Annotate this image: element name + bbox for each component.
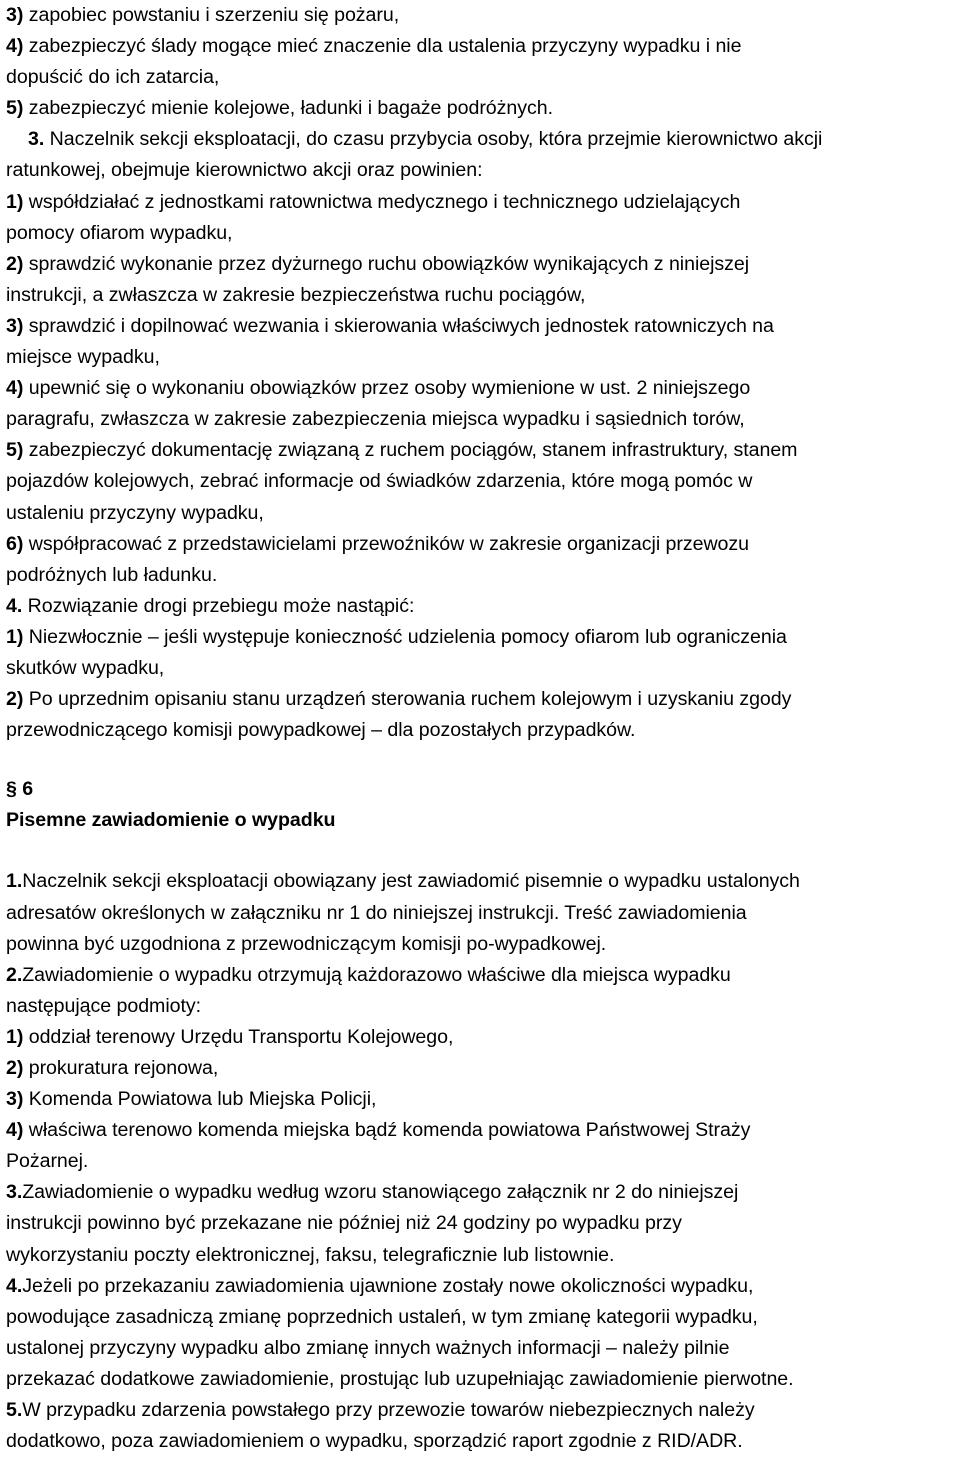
text-line [6,31,960,62]
line-text: adresatów określonych w załączniku nr 1 do niniejszej instrukcji. Treść zawiadomienia [6,901,747,924]
line-text: przekazać dodatkowe zawiadomienie, prostując lub uzupełniając zawiadomienie pierwotne. [6,1367,794,1390]
item-number: 4) [6,1119,24,1142]
text-line [6,1115,960,1146]
item-number: 4) [6,35,24,58]
text-line [6,62,960,93]
line-text: współdziałać z jednostkami ratownictwa medycznego i technicznego udzielających [23,190,741,213]
line-text: oddział terenowy Urzędu Transportu Kolejowego, [23,1025,454,1048]
item-number: 3. [6,1181,23,1204]
text-line [6,155,960,186]
text-line [6,960,960,991]
text-line [6,498,960,529]
text-line [6,280,960,311]
text-line [6,929,960,960]
text-line [6,866,960,897]
item-number: 3) [6,1088,24,1111]
line-text: ustalonej przyczyny wypadku albo zmianę innych ważnych informacji – należy pilnie [6,1336,730,1359]
item-number: 4. [6,1274,23,1297]
text-line [6,466,960,497]
line-text: instrukcji powinno być przekazane nie później niż 24 godziny po wypadku przy [6,1212,682,1235]
item-number: 2. [6,963,23,986]
line-text: paragrafu, zwłaszcza w zakresie zabezpieczenia miejsca wypadku i sąsiednich torów, [6,408,745,431]
top-paragraphs [6,0,960,746]
line-text: pojazdów kolejowych, zebrać informacje od świadków zdarzenia, które mogą pomóc w [6,470,753,493]
line-text: prokuratura rejonowa, [23,1057,219,1079]
text-line [6,560,960,591]
line-text: dodatkowo, poza zawiadomieniem o wypadku, sporządzić raport zgodnie z RID/ADR. [6,1430,743,1453]
section-heading: Pisemne zawiadomienie o wypadku [6,809,336,832]
text-line [6,187,960,218]
text-line [6,1426,960,1457]
line-text: zabezpieczyć mienie kolejowe, ładunki i bagaże podróżnych. [23,97,553,120]
section-number: § 6 [6,778,34,801]
text-line [6,249,960,280]
line-text: Niezwłocznie – jeśli występuje konieczność udzielenia pomocy ofiarom lub ograniczenia [23,625,787,648]
text-line [6,1395,960,1426]
item-number: 5) [6,439,24,462]
item-number: 5) [6,97,24,120]
line-text: następujące podmioty: [6,994,202,1017]
line-text: Komenda Powiatowa lub Miejska Policji, [23,1088,377,1111]
line-text: Pożarnej. [6,1150,89,1173]
text-line [6,1302,960,1333]
line-text: Naczelnik sekcji eksploatacji, do czasu przybycia osoby, która przejmie kierownictwo akcji [44,128,823,151]
text-line [6,684,960,715]
line-text: zapobiec powstaniu i szerzeniu się pożaru, [23,4,400,26]
item-number: 4) [6,377,24,400]
item-number: 2) [6,688,24,711]
text-line [6,653,960,684]
text-line [6,1208,960,1239]
text-line [6,529,960,560]
text-line [6,1146,960,1177]
item-number: 3. [28,128,45,151]
text-line [6,218,960,249]
line-text: Jeżeli po przekazaniu zawiadomienia ujawnione zostały nowe okoliczności wypadku, [22,1274,754,1297]
line-text: zabezpieczyć ślady mogące mieć znaczenie dla ustalenia przyczyny wypadku i nie [23,35,742,58]
item-number: 1) [6,190,24,213]
text-line [6,93,960,124]
line-text: ustaleniu przyczyny wypadku, [6,501,264,524]
text-line [6,1240,960,1271]
item-number: 3) [6,4,24,26]
item-number: 1) [6,625,24,648]
text-line [6,715,960,746]
text-line [6,1177,960,1208]
text-line [6,1022,960,1053]
text-line [6,1364,960,1395]
line-text: przewodniczącego komisji powypadkowej – dla pozostałych przypadków. [6,719,636,742]
text-line [6,1271,960,1302]
text-line [6,991,960,1022]
line-text: ratunkowej, obejmuje kierownictwo akcji oraz powinien: [6,159,483,182]
line-text: upewnić się o wykonaniu obowiązków przez osoby wymienione w ust. 2 niniejszego [23,377,751,400]
item-number: 1) [6,1025,24,1048]
item-number: 3) [6,314,24,337]
bottom-paragraphs [6,866,960,1457]
text-line [6,342,960,373]
text-line [6,124,960,155]
line-text: Po uprzednim opisaniu stanu urządzeń sterowania ruchem kolejowym i uzyskaniu zgody [23,688,792,711]
item-number: 5. [6,1399,23,1422]
line-text: współpracować z przedstawicielami przewoźników w zakresie organizacji przewozu [23,532,749,555]
text-line [6,1084,960,1115]
text-line [6,1333,960,1364]
line-text: sprawdzić wykonanie przez dyżurnego ruchu obowiązków wynikających z niniejszej [23,252,750,275]
text-line [6,591,960,622]
item-number: 1. [6,870,23,893]
line-text: zabezpieczyć dokumentację związaną z ruchem pociągów, stanem infrastruktury, stanem [23,439,798,462]
item-number: 2) [6,1057,24,1079]
text-line [6,622,960,653]
text-line [6,1053,960,1084]
item-number: 6) [6,532,24,555]
line-text: Zawiadomienie o wypadku według wzoru stanowiącego załącznik nr 2 do niniejszej [22,1181,739,1204]
text-line [6,311,960,342]
line-text: podróżnych lub ładunku. [6,563,218,586]
text-line [6,0,960,31]
line-text: wykorzystaniu poczty elektronicznej, faksu, telegraficznie lub listownie. [6,1243,615,1266]
text-line [6,435,960,466]
spacer [6,836,960,866]
line-text: Zawiadomienie o wypadku otrzymują każdorazowo właściwe dla miejsca wypadku [22,963,731,986]
line-text: Rozwiązanie drogi przebiegu może nastąpić: [22,594,415,617]
line-text: skutków wypadku, [6,656,165,679]
line-text: powinna być uzgodniona z przewodniczącym komisji po-wypadkowej. [6,932,607,955]
item-number: 2) [6,252,24,275]
line-text: sprawdzić i dopilnować wezwania i skierowania właściwych jednostek ratowniczych na [23,314,774,337]
spacer [6,746,960,774]
text-line [6,404,960,435]
text-line [6,373,960,404]
line-text: pomocy ofiarom wypadku, [6,221,233,244]
line-text: instrukcji, a zwłaszcza w zakresie bezpieczeństwa ruchu pociągów, [6,283,586,306]
text-line [6,898,960,929]
line-text: W przypadku zdarzenia powstałego przy przewozie towarów niebezpiecznych należy [22,1399,755,1422]
item-number: 4. [6,594,23,617]
line-text: dopuścić do ich zatarcia, [6,66,220,89]
line-text: właściwa terenowo komenda miejska bądź komenda powiatowa Państwowej Straży [23,1119,751,1142]
line-text: powodujące zasadniczą zmianę poprzednich ustaleń, w tym zmianę kategorii wypadku, [6,1305,758,1328]
line-text: Naczelnik sekcji eksploatacji obowiązany jest zawiadomić pisemnie o wypadku ustalonych [22,870,800,893]
line-text: miejsce wypadku, [6,346,160,369]
